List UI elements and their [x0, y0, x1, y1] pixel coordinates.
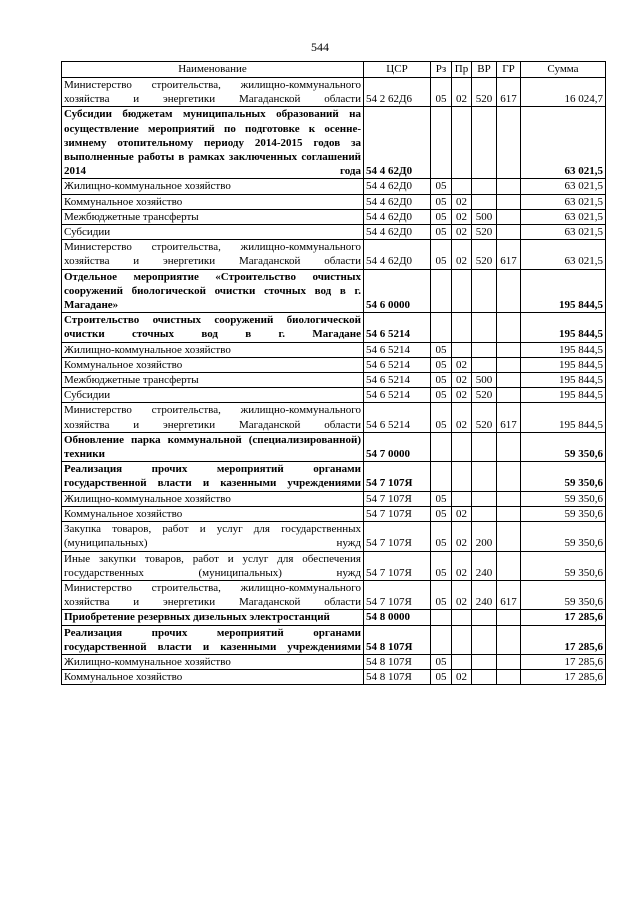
cell-csr: 54 6 5214: [364, 388, 431, 403]
table-row: [62, 342, 606, 357]
cell-vr: [472, 194, 497, 209]
cell-pr: 02: [452, 388, 472, 403]
cell-name: Коммунальное хозяйство: [62, 506, 364, 521]
table-row: [62, 522, 606, 551]
cell-vr: [472, 506, 497, 521]
cell-sum: 17 285,6: [521, 654, 606, 669]
table-row: [62, 240, 606, 269]
table-row: [62, 625, 606, 654]
cell-rz: 05: [431, 240, 452, 269]
cell-vr: [472, 654, 497, 669]
table-row: [62, 491, 606, 506]
cell-gr: [497, 491, 521, 506]
cell-rz: 05: [431, 403, 452, 432]
table-row: [62, 670, 606, 685]
cell-rz: [431, 625, 452, 654]
cell-rz: 05: [431, 388, 452, 403]
cell-name: Жилищно-коммунальное хозяйство: [62, 342, 364, 357]
cell-rz: 05: [431, 506, 452, 521]
table-row: [62, 78, 606, 107]
cell-pr: 02: [452, 225, 472, 240]
cell-pr: [452, 491, 472, 506]
cell-name: Обновление парка коммунальной (специализированной) техники: [62, 432, 364, 461]
cell-sum: 59 350,6: [521, 491, 606, 506]
table-row: [62, 610, 606, 625]
cell-pr: [452, 625, 472, 654]
cell-vr: 200: [472, 522, 497, 551]
cell-csr: 54 4 62Д0: [364, 179, 431, 194]
cell-vr: [472, 269, 497, 313]
cell-name: Министерство строительства, жилищно-коммунального хозяйства и энергетики Магаданской области: [62, 580, 364, 609]
cell-name: Коммунальное хозяйство: [62, 194, 364, 209]
cell-gr: [497, 654, 521, 669]
cell-rz: 05: [431, 654, 452, 669]
cell-rz: [431, 107, 452, 179]
cell-gr: [497, 179, 521, 194]
cell-gr: [497, 194, 521, 209]
table-row: [62, 506, 606, 521]
cell-pr: 02: [452, 403, 472, 432]
table-row: [62, 313, 606, 342]
cell-name: Реализация прочих мероприятий органами государственной власти и казенными учреждениями: [62, 625, 364, 654]
cell-vr: [472, 179, 497, 194]
cell-vr: [472, 610, 497, 625]
cell-csr: 54 6 5214: [364, 403, 431, 432]
table-row: [62, 403, 606, 432]
cell-rz: [431, 610, 452, 625]
cell-sum: 59 350,6: [521, 506, 606, 521]
cell-csr: 54 4 62Д0: [364, 107, 431, 179]
cell-vr: [472, 342, 497, 357]
cell-sum: 63 021,5: [521, 240, 606, 269]
cell-csr: 54 6 5214: [364, 313, 431, 342]
cell-vr: [472, 670, 497, 685]
cell-gr: [497, 432, 521, 461]
cell-name: Иные закупки товаров, работ и услуг для обеспечения государственных (муниципальных) нужд: [62, 551, 364, 580]
cell-name: Приобретение резервных дизельных электростанций: [62, 610, 364, 625]
cell-name: Министерство строительства, жилищно-коммунального хозяйства и энергетики Магаданской области: [62, 78, 364, 107]
cell-csr: 54 6 5214: [364, 342, 431, 357]
cell-gr: [497, 610, 521, 625]
cell-pr: 02: [452, 78, 472, 107]
table-row: [62, 580, 606, 609]
cell-rz: 05: [431, 78, 452, 107]
cell-name: Субсидии: [62, 388, 364, 403]
cell-gr: [497, 373, 521, 388]
cell-sum: 195 844,5: [521, 357, 606, 372]
table-row: [62, 357, 606, 372]
cell-csr: 54 4 62Д0: [364, 194, 431, 209]
header-sum: Сумма: [521, 62, 606, 78]
cell-csr: 54 8 107Я: [364, 625, 431, 654]
cell-gr: [497, 506, 521, 521]
cell-csr: 54 7 107Я: [364, 551, 431, 580]
cell-gr: [497, 313, 521, 342]
table-row: [62, 551, 606, 580]
cell-vr: [472, 313, 497, 342]
cell-pr: 02: [452, 522, 472, 551]
cell-vr: [472, 625, 497, 654]
cell-name: Межбюджетные трансферты: [62, 209, 364, 224]
cell-sum: 195 844,5: [521, 342, 606, 357]
cell-vr: 520: [472, 403, 497, 432]
table-row: [62, 225, 606, 240]
cell-pr: 02: [452, 240, 472, 269]
cell-csr: 54 6 0000: [364, 269, 431, 313]
cell-vr: [472, 107, 497, 179]
cell-vr: [472, 462, 497, 491]
cell-gr: [497, 551, 521, 580]
cell-rz: 05: [431, 373, 452, 388]
cell-sum: 195 844,5: [521, 388, 606, 403]
cell-name: Межбюджетные трансферты: [62, 373, 364, 388]
cell-rz: 05: [431, 194, 452, 209]
cell-pr: 02: [452, 357, 472, 372]
cell-name: Строительство очистных сооружений биологической очистки сточных вод в г. Магадане: [62, 313, 364, 342]
cell-pr: 02: [452, 194, 472, 209]
cell-gr: [497, 357, 521, 372]
cell-sum: 63 021,5: [521, 179, 606, 194]
table-row: [62, 654, 606, 669]
cell-gr: [497, 269, 521, 313]
cell-name: Отдельное мероприятие «Строительство очистных сооружений биологической очистки сточных вод в г. Магадане»: [62, 269, 364, 313]
cell-sum: 195 844,5: [521, 403, 606, 432]
cell-rz: 05: [431, 491, 452, 506]
table-row: [62, 107, 606, 179]
cell-pr: [452, 342, 472, 357]
cell-sum: 16 024,7: [521, 78, 606, 107]
cell-sum: 195 844,5: [521, 313, 606, 342]
cell-rz: [431, 269, 452, 313]
table-header-row: [62, 62, 606, 78]
cell-gr: [497, 342, 521, 357]
cell-vr: 520: [472, 388, 497, 403]
cell-pr: [452, 610, 472, 625]
cell-sum: 59 350,6: [521, 580, 606, 609]
cell-pr: 02: [452, 551, 472, 580]
table-row: [62, 373, 606, 388]
table-row: [62, 462, 606, 491]
cell-sum: 17 285,6: [521, 610, 606, 625]
cell-vr: 240: [472, 551, 497, 580]
cell-name: Коммунальное хозяйство: [62, 670, 364, 685]
cell-gr: [497, 670, 521, 685]
cell-vr: 520: [472, 240, 497, 269]
budget-table: [61, 61, 606, 685]
cell-pr: 02: [452, 506, 472, 521]
cell-sum: 195 844,5: [521, 373, 606, 388]
cell-pr: 02: [452, 209, 472, 224]
cell-csr: 54 8 0000: [364, 610, 431, 625]
table-row: [62, 269, 606, 313]
table-row: [62, 194, 606, 209]
cell-csr: 54 4 62Д0: [364, 240, 431, 269]
header-pr: Пр: [452, 62, 472, 78]
cell-csr: 54 8 107Я: [364, 670, 431, 685]
cell-vr: [472, 357, 497, 372]
cell-sum: 63 021,5: [521, 194, 606, 209]
header-gr: ГР: [497, 62, 521, 78]
cell-rz: [431, 462, 452, 491]
cell-vr: [472, 432, 497, 461]
cell-pr: [452, 654, 472, 669]
table-row: [62, 179, 606, 194]
cell-pr: 02: [452, 670, 472, 685]
cell-sum: 59 350,6: [521, 432, 606, 461]
cell-csr: 54 7 0000: [364, 432, 431, 461]
cell-pr: [452, 269, 472, 313]
cell-name: Коммунальное хозяйство: [62, 357, 364, 372]
cell-gr: [497, 209, 521, 224]
cell-sum: 17 285,6: [521, 625, 606, 654]
cell-rz: 05: [431, 225, 452, 240]
cell-gr: 617: [497, 78, 521, 107]
page-number: 544: [311, 40, 329, 54]
table-row: [62, 209, 606, 224]
cell-vr: 500: [472, 373, 497, 388]
cell-rz: 05: [431, 580, 452, 609]
table-row: [62, 388, 606, 403]
cell-gr: 617: [497, 403, 521, 432]
cell-rz: 05: [431, 209, 452, 224]
cell-pr: 02: [452, 580, 472, 609]
cell-csr: 54 7 107Я: [364, 491, 431, 506]
cell-gr: [497, 225, 521, 240]
cell-sum: 17 285,6: [521, 670, 606, 685]
table-row: [62, 432, 606, 461]
cell-name: Министерство строительства, жилищно-коммунального хозяйства и энергетики Магаданской области: [62, 403, 364, 432]
cell-csr: 54 7 107Я: [364, 506, 431, 521]
cell-gr: [497, 107, 521, 179]
cell-vr: [472, 491, 497, 506]
cell-name: Жилищно-коммунальное хозяйство: [62, 491, 364, 506]
header-csr: ЦСР: [364, 62, 431, 78]
cell-csr: 54 7 107Я: [364, 462, 431, 491]
table-body: [62, 78, 606, 685]
cell-vr: 240: [472, 580, 497, 609]
cell-name: Субсидии бюджетам муниципальных образований на осуществление мероприятий по подготовке к осенне-зимнему отопительному периоду 2014-2015 годов за выполненные работы в рамках заключенных соглашений 2014 года: [62, 107, 364, 179]
cell-name: Субсидии: [62, 225, 364, 240]
cell-rz: 05: [431, 357, 452, 372]
cell-csr: 54 7 107Я: [364, 522, 431, 551]
cell-rz: 05: [431, 551, 452, 580]
header-rz: Рз: [431, 62, 452, 78]
cell-gr: [497, 462, 521, 491]
cell-vr: 520: [472, 225, 497, 240]
cell-rz: 05: [431, 179, 452, 194]
cell-gr: [497, 625, 521, 654]
cell-csr: 54 7 107Я: [364, 580, 431, 609]
cell-name: Закупка товаров, работ и услуг для государственных (муниципальных) нужд: [62, 522, 364, 551]
cell-pr: [452, 432, 472, 461]
cell-name: Министерство строительства, жилищно-коммунального хозяйства и энергетики Магаданской области: [62, 240, 364, 269]
cell-sum: 63 021,5: [521, 209, 606, 224]
cell-sum: 59 350,6: [521, 551, 606, 580]
cell-csr: 54 4 62Д0: [364, 209, 431, 224]
cell-csr: 54 6 5214: [364, 373, 431, 388]
cell-sum: 59 350,6: [521, 522, 606, 551]
cell-gr: [497, 388, 521, 403]
cell-pr: 02: [452, 373, 472, 388]
cell-name: Реализация прочих мероприятий органами государственной власти и казенными учреждениями: [62, 462, 364, 491]
header-name: Наименование: [62, 62, 364, 78]
cell-sum: 63 021,5: [521, 225, 606, 240]
cell-csr: 54 6 5214: [364, 357, 431, 372]
cell-name: Жилищно-коммунальное хозяйство: [62, 654, 364, 669]
cell-vr: 520: [472, 78, 497, 107]
cell-name: Жилищно-коммунальное хозяйство: [62, 179, 364, 194]
cell-sum: 59 350,6: [521, 462, 606, 491]
cell-rz: 05: [431, 342, 452, 357]
cell-csr: 54 4 62Д0: [364, 225, 431, 240]
cell-gr: 617: [497, 580, 521, 609]
cell-pr: [452, 313, 472, 342]
cell-gr: 617: [497, 240, 521, 269]
cell-sum: 195 844,5: [521, 269, 606, 313]
cell-gr: [497, 522, 521, 551]
cell-sum: 63 021,5: [521, 107, 606, 179]
cell-csr: 54 8 107Я: [364, 654, 431, 669]
cell-csr: 54 2 62Д6: [364, 78, 431, 107]
cell-vr: 500: [472, 209, 497, 224]
cell-rz: 05: [431, 670, 452, 685]
cell-rz: 05: [431, 522, 452, 551]
header-vr: ВР: [472, 62, 497, 78]
cell-pr: [452, 462, 472, 491]
cell-rz: [431, 432, 452, 461]
cell-pr: [452, 107, 472, 179]
cell-rz: [431, 313, 452, 342]
cell-pr: [452, 179, 472, 194]
